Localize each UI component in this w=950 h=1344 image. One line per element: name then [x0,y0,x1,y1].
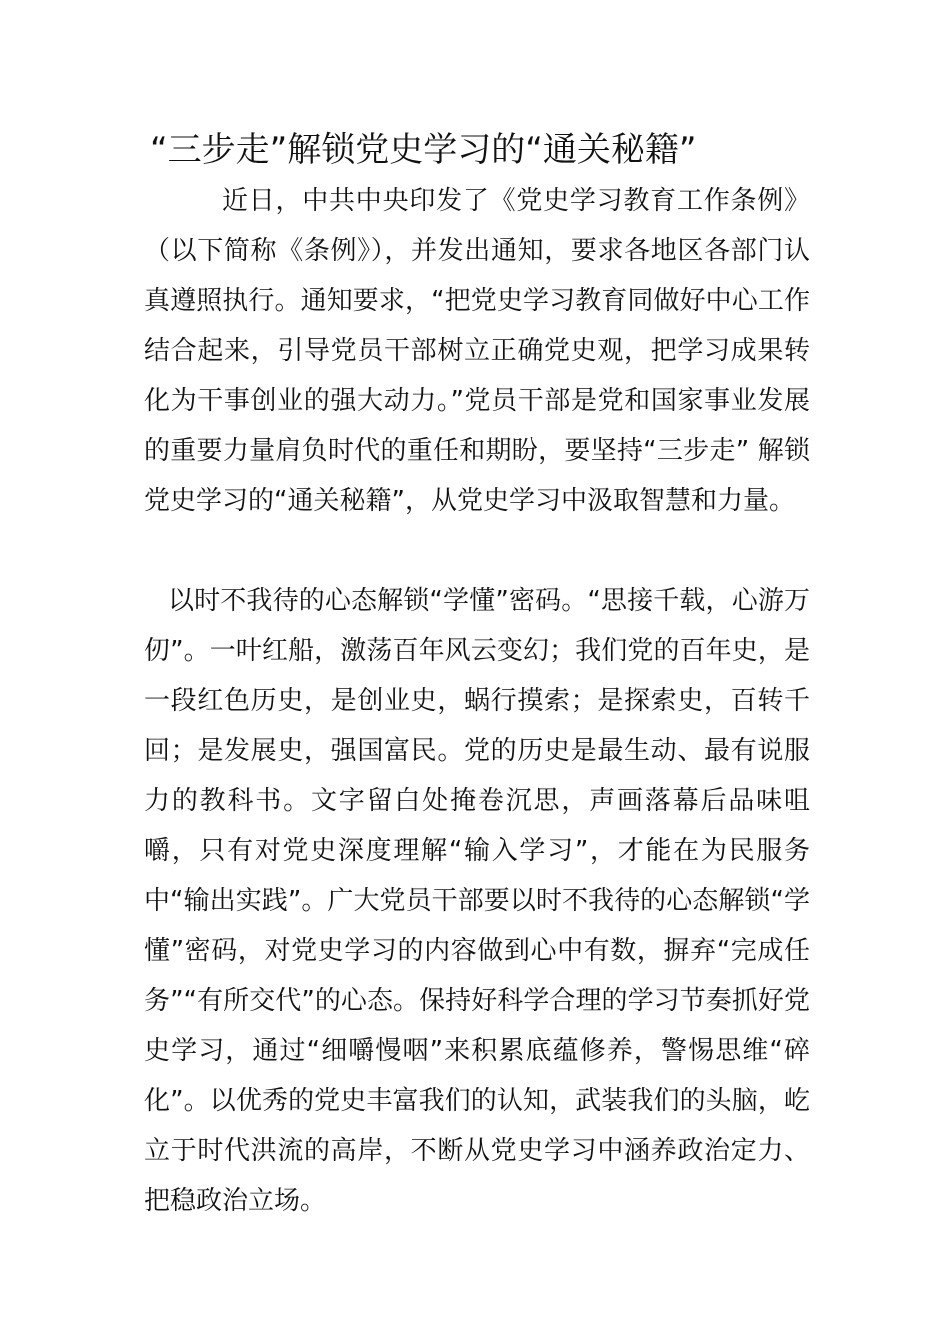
paragraph-1: 近日，中共中央印发了《党史学习教育工作条例》（以下简称《条例》），并发出通知，要求各地区各部门认真遵照执行。通知要求，“把党史学习教育同做好中心工作结合起来，引导党员干部树立正确党史观，把学习成果转化为干事创业的强大动力。”党员干部是党和国家事业发展的重要力量肩负时代的重任和期盼，要坚持“三步走” 解锁党史学习的“通关秘籍”，从党史学习中汲取智慧和力量。 [144,186,810,516]
document-title: “三步走”解锁党史学习的“通关秘籍” [150,130,697,170]
paragraph-2: 以时不我待的心态解锁“学懂”密码。“思接千载，心游万仞”。一叶红船，激荡百年风云变幻；我们党的百年史，是一段红色历史，是创业史，蜗行摸索；是探索史，百转千回；是发展史，强国富民。党的历史是最生动、最有说服力的教科书。文字留白处掩卷沉思，声画落幕后品味咀嚼，只有对党史深度理解“输入学习”，才能在为民服务中“输出实践”。广大党员干部要以时不我待的心态解锁“学懂”密码，对党史学习的内容做到心中有数，摒弃“完成任务”“有所交代”的心态。保持好科学合理的学习节奏抓好党史学习，通过“细嚼慢咽”来积累底蕴修养，警惕思维“碎化”。以优秀的党史丰富我们的认知，武装我们的头脑，屹立于时代洪流的高岸，不断从党史学习中涵养政治定力、把稳政治立场。 [144,586,810,1216]
